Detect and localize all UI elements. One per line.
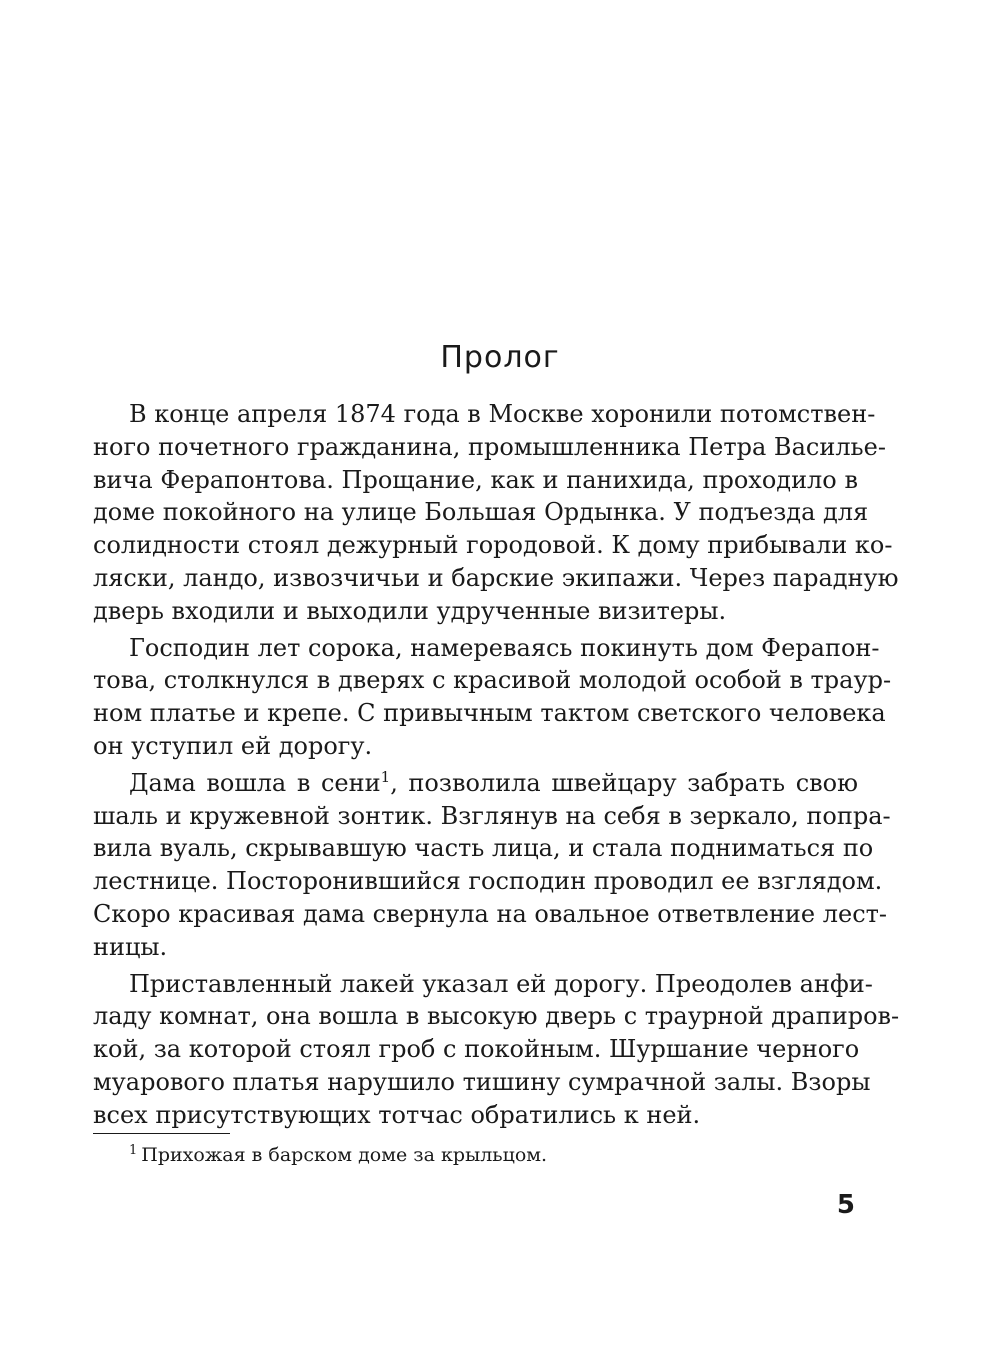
text-line: ницы. (93, 932, 168, 961)
paragraph-1 (93, 398, 899, 628)
text-line: муарового платья нарушило тишину сумрачной залы. Взоры (93, 1067, 871, 1096)
footnote-reference[interactable]: 1 (380, 767, 391, 786)
text-line: ном платье и крепе. С привычным тактом светского человека (93, 699, 886, 728)
body-text (93, 398, 900, 1132)
text-line: вила вуаль, скрывавшую часть лица, и стала подниматься по (93, 834, 874, 863)
text-line: кой, за которой стоял гроб с покойным. Шуршание черного (93, 1035, 860, 1064)
footnote-marker: 1 (129, 1142, 138, 1158)
text-line: Скоро красивая дама свернула на овальное ответвление лест- (93, 899, 888, 928)
paragraph-4 (93, 968, 900, 1132)
chapter-title: Пролог (440, 340, 560, 375)
text-line: ладу комнат, она вошла в высокую дверь с траурной драпиров- (93, 1002, 900, 1031)
paragraph-2 (93, 632, 892, 763)
text-line: всех присутствующих тотчас обратились к ней. (93, 1100, 701, 1129)
text-line: ляски, ландо, извозчичьи и барские экипажи. Через парадную (93, 563, 899, 592)
paragraph-3 (93, 767, 891, 964)
text-line: Господин лет сорока, намереваясь покинуть дом Ферапон- (129, 633, 880, 662)
page-number: 5 (836, 1190, 855, 1220)
text-line: вича Ферапонтова. Прощание, как и панихида, проходило в (93, 465, 858, 494)
text-line: шаль и кружевной зонтик. Взглянув на себя в зеркало, попра- (93, 801, 891, 830)
text-line: това, столкнулся в дверях с красивой молодой особой в траур- (93, 666, 892, 695)
text-line: дверь входили и выходили удрученные визитеры. (93, 596, 727, 625)
text-line-with-footnote (93, 767, 858, 800)
text-line: ного почетного гражданина, промышленника Петра Василье- (93, 432, 886, 461)
text-line: Приставленный лакей указал ей дорогу. Преодолев анфи- (129, 969, 873, 998)
text-fragment: , позволила швейцару забрать свою (390, 768, 858, 797)
text-line: доме покойного на улице Большая Ордынка. У подъезда для (93, 498, 869, 527)
text-line: солидности стоял дежурный городовой. К дому прибывали ко- (93, 531, 893, 560)
text-line: он уступил ей дорогу. (93, 731, 373, 760)
text-line: лестнице. Посторонившийся господин проводил ее взглядом. (93, 867, 883, 896)
text-fragment: Дама вошла в сени (129, 768, 381, 797)
footnote-text: Прихожая в барском доме за крыльцом. (141, 1144, 548, 1166)
text-line: В конце апреля 1874 года в Москве хоронили потомствен- (129, 400, 876, 428)
footnote-divider (93, 1133, 230, 1134)
footnote (129, 1144, 547, 1166)
